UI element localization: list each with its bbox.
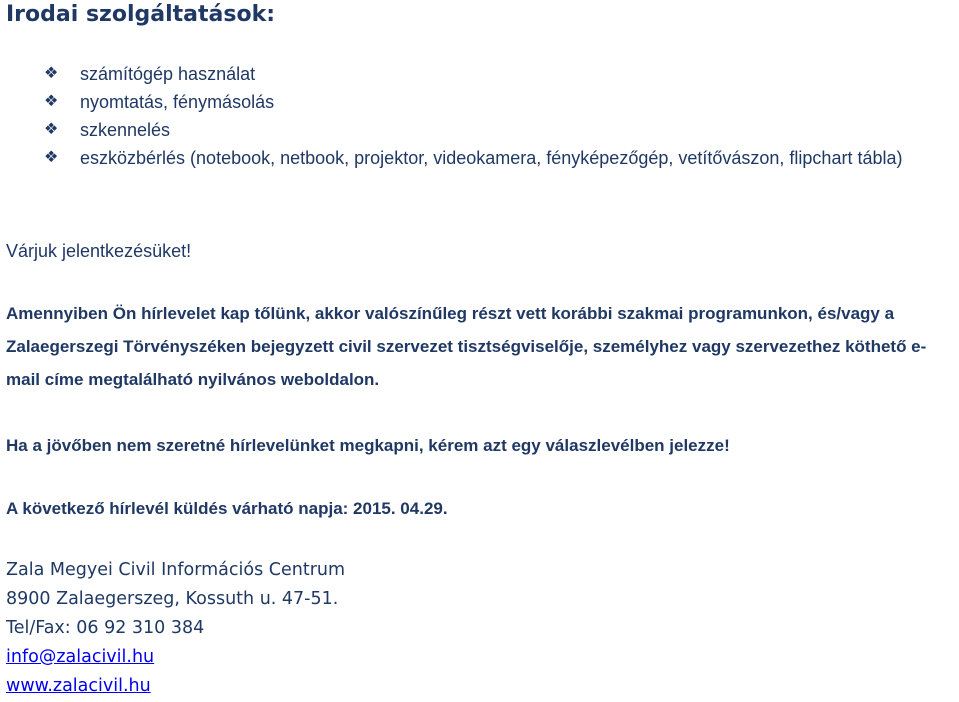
next-newsletter-paragraph: A következő hírlevél küldés várható napja: 2015. 04.29. [6, 499, 448, 518]
organization-name: Zala Megyei Civil Információs Centrum [6, 560, 346, 580]
newsletter-paragraph: Amennyiben Ön hírlevelet kap tőlünk, akkor valószínűleg részt vett korábbi szakmai programunkon, és/vagy a Zalaegerszegi Törvényszéken bejegyzett civil szervezet tisztségviselője, személyhez vagy szervezethez köthető e-mail címe megtalálható nyilvános weboldalon. [6, 304, 927, 389]
page-title: Irodai szolgáltatások: [6, 2, 275, 27]
unsubscribe-paragraph: Ha a jövőben nem szeretné hírlevelünket megkapni, kérem azt egy válaszlevélben jelezze! [6, 436, 730, 455]
diamond-bullet-icon: ❖ [44, 149, 59, 166]
service-label: nyomtatás, fénymásolás [80, 92, 275, 112]
phone: Tel/Fax: 06 92 310 384 [6, 618, 205, 638]
contact-block [6, 556, 345, 701]
email-link[interactable]: info@zalacivil.hu [6, 647, 155, 667]
service-label: eszközbérlés (notebook, netbook, projektor, videokamera, fényképezőgép, vetítővászon, flipchart tábla) [80, 148, 903, 168]
service-label: szkennelés [80, 120, 171, 140]
wait-text: Várjuk jelentkezésüket! [6, 241, 192, 261]
diamond-bullet-icon: ❖ [44, 65, 59, 82]
address: 8900 Zalaegerszeg, Kossuth u. 47-51. [6, 589, 339, 609]
list-item [6, 60, 946, 88]
services-list [6, 60, 946, 172]
diamond-bullet-icon: ❖ [44, 93, 59, 110]
service-label: számítógép használat [80, 64, 256, 84]
list-item [6, 116, 946, 144]
diamond-bullet-icon: ❖ [44, 121, 59, 138]
list-item [6, 88, 946, 116]
website-link[interactable]: www.zalacivil.hu [6, 676, 151, 696]
list-item [6, 144, 946, 172]
